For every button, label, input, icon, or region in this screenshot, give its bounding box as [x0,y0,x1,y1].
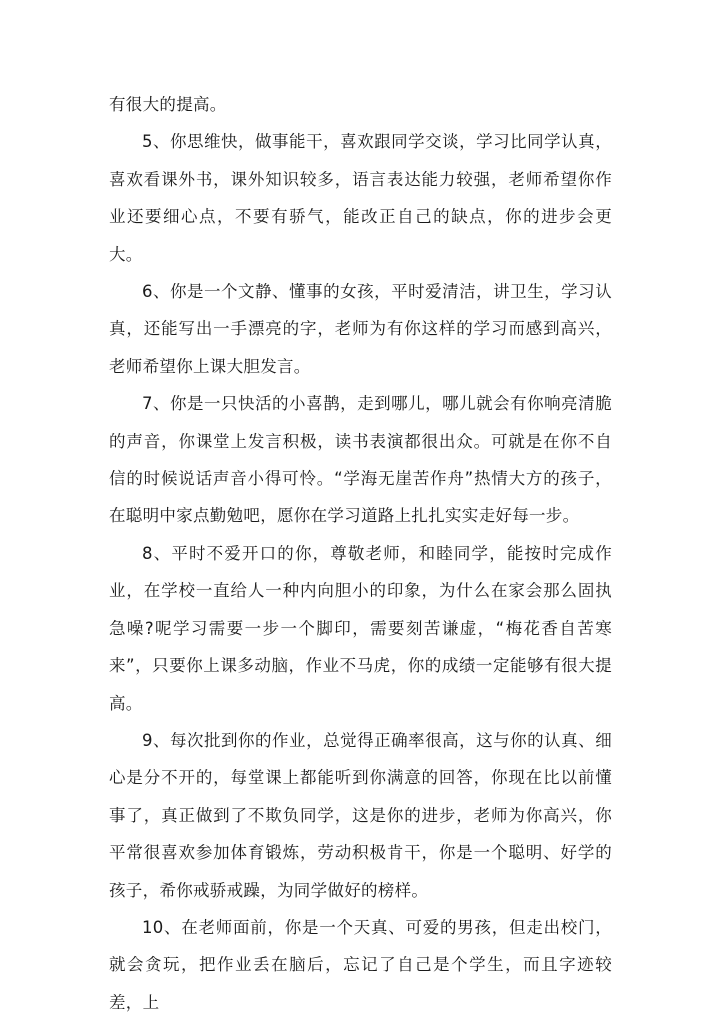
paragraph: 10、在老师面前，你是一个天真、可爱的男孩，但走出校门，就会贪玩，把作业丢在脑后，忘记了自己是个学生，而且字迹较差，上 [109,917,612,1012]
paragraph: 7、你是一只快活的小喜鹊，走到哪儿，哪儿就会有你响亮清脆的声音，你课堂上发言积极，读书表演都很出众。可就是在你不自信的时候说话声音小得可怜。“学海无崖苦作舟”热情大方的孩子，在聪明中家点勤勉吧，愿你在学习道路上扎扎实实走好每一步。 [109,394,612,526]
paragraph: 有很大的提高。 [109,95,227,114]
paragraph: 5、你思维快，做事能干，喜欢跟同学交谈，学习比同学认真，喜欢看课外书，课外知识较多，语言表达能力较强，老师希望你作业还要细心点，不要有骄气，能改正自己的缺点，你的进步会更大。 [109,132,612,264]
paragraph: 8、平时不爱开口的你，尊敬老师，和睦同学，能按时完成作业，在学校一直给人一种内向胆小的印象，为什么在家会那么固执急噪?呢学习需要一步一个脚印，需要刻苦谦虚，“梅花香自苦寒来”，只要你上课多动脑，作业不马虎，你的成绩一定能够有很大提高。 [109,543,612,713]
paragraph: 9、每次批到你的作业，总觉得正确率很高，这与你的认真、细心是分不开的，每堂课上都能听到你满意的回答，你现在比以前懂事了，真正做到了不欺负同学，这是你的进步，老师为你高兴，你平常很喜欢参加体育锻炼，劳动积极肯干，你是一个聪明、好学的孩子，希你戒骄戒躁，为同学做好的榜样。 [109,730,612,900]
document-body [109,86,612,1021]
paragraph: 6、你是一个文静、懂事的女孩，平时爱清洁，讲卫生，学习认真，还能写出一手漂亮的字，老师为有你这样的学习而感到高兴，老师希望你上课大胆发言。 [109,282,612,376]
